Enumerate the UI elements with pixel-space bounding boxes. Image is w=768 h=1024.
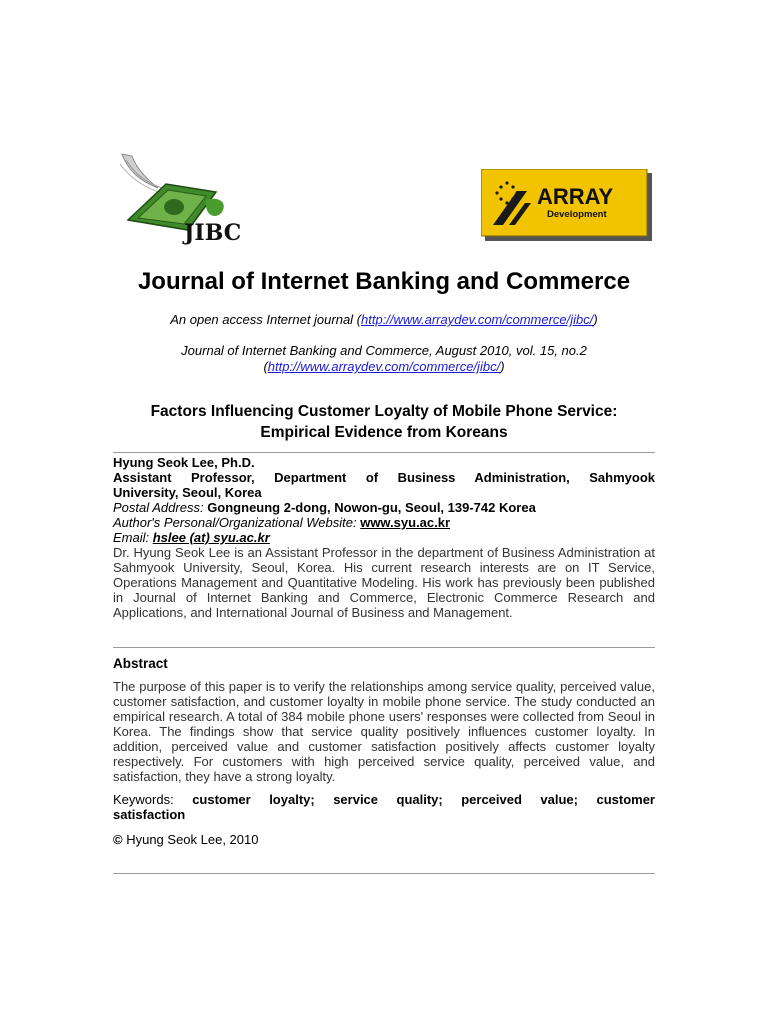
website-label: Author's Personal/Organizational Website: — [113, 515, 361, 530]
website-link[interactable]: www.syu.ac.kr — [360, 515, 451, 530]
citation-url-line — [0, 359, 768, 374]
abstract-heading: Abstract — [113, 656, 168, 671]
jibc-logo-text: JIBC — [184, 220, 242, 245]
citation-close: ) — [500, 359, 505, 374]
author-postal — [113, 500, 655, 515]
array-logo-text: ARRAY — [537, 184, 614, 209]
keywords-values: customer loyalty; service quality; perceived value; customer — [192, 792, 655, 807]
keywords-label: Keywords: — [113, 792, 193, 807]
divider-mid — [113, 647, 655, 648]
postal-label: Postal Address: — [113, 500, 208, 515]
copyright-text: Hyung Seok Lee, 2010 — [122, 832, 259, 847]
author-name: Hyung Seok Lee, Ph.D. — [113, 455, 255, 470]
copyright — [113, 832, 655, 847]
email-label: Email: — [113, 530, 153, 545]
citation-url-link[interactable]: http://www.arraydev.com/commerce/jibc/ — [267, 359, 501, 374]
divider-bottom — [113, 873, 655, 874]
copyright-symbol: © — [113, 832, 123, 847]
abstract-section — [113, 656, 655, 847]
tagline-suffix: ) — [593, 312, 598, 327]
array-logo-subtext: Development — [547, 209, 607, 220]
array-development-logo — [481, 169, 652, 241]
divider-top — [113, 452, 655, 453]
tagline-prefix: An open access Internet journal ( — [170, 312, 362, 327]
citation-open: ( — [263, 359, 268, 374]
keywords — [113, 792, 655, 822]
email-link[interactable]: hslee (at) syu.ac.kr — [152, 530, 270, 545]
postal-value: Gongneung 2-dong, Nowon-gu, Seoul, 139-742 Korea — [207, 500, 536, 515]
author-position-line1: Assistant Professor, Department of Business Administration, Sahmyook — [113, 470, 655, 485]
abstract-text: The purpose of this paper is to verify the relationships among service quality, perceived value, customer satisfaction, and customer loyalty in mobile phone service. The study conducted an empirical research. A total of 384 mobile phone users' responses were collected from Seoul in Korea. The findings show that service quality positively influences customer loyalty. In addition, perceived value and customer satisfaction positively affects customer loyalty respectively. For customers with high perceived service quality, perceived value, and satisfaction, they have a strong loyalty. — [113, 679, 655, 784]
journal-citation: Journal of Internet Banking and Commerce, August 2010, vol. 15, no.2 — [181, 343, 587, 358]
jibc-logo — [118, 150, 253, 245]
journal-url-link[interactable]: http://www.arraydev.com/commerce/jibc/ — [361, 312, 594, 327]
author-position-line2: University, Seoul, Korea — [113, 485, 262, 500]
author-bio: Dr. Hyung Seok Lee is an Assistant Professor in the department of Business Administration at Sahmyook University, Seoul, Korea. His current research interests are on IT Service, Operations Management and Quantitative Modeling. His work has previously been published in Journal of Internet Banking and Commerce, Electronic Commerce Research and Applications, and International Journal of Business and Management. — [113, 545, 655, 620]
author-info — [113, 455, 655, 620]
paper-title — [0, 401, 768, 443]
journal-title: Journal of Internet Banking and Commerce — [137, 268, 631, 295]
keywords-line2: satisfaction — [113, 807, 186, 822]
journal-tagline — [0, 312, 768, 327]
author-website — [113, 515, 655, 530]
keywords-line1 — [113, 792, 655, 807]
paper-title-line2: Empirical Evidence from Koreans — [260, 424, 508, 441]
author-email — [113, 530, 655, 545]
paper-title-line1: Factors Influencing Customer Loyalty of Mobile Phone Service: — [150, 403, 618, 420]
